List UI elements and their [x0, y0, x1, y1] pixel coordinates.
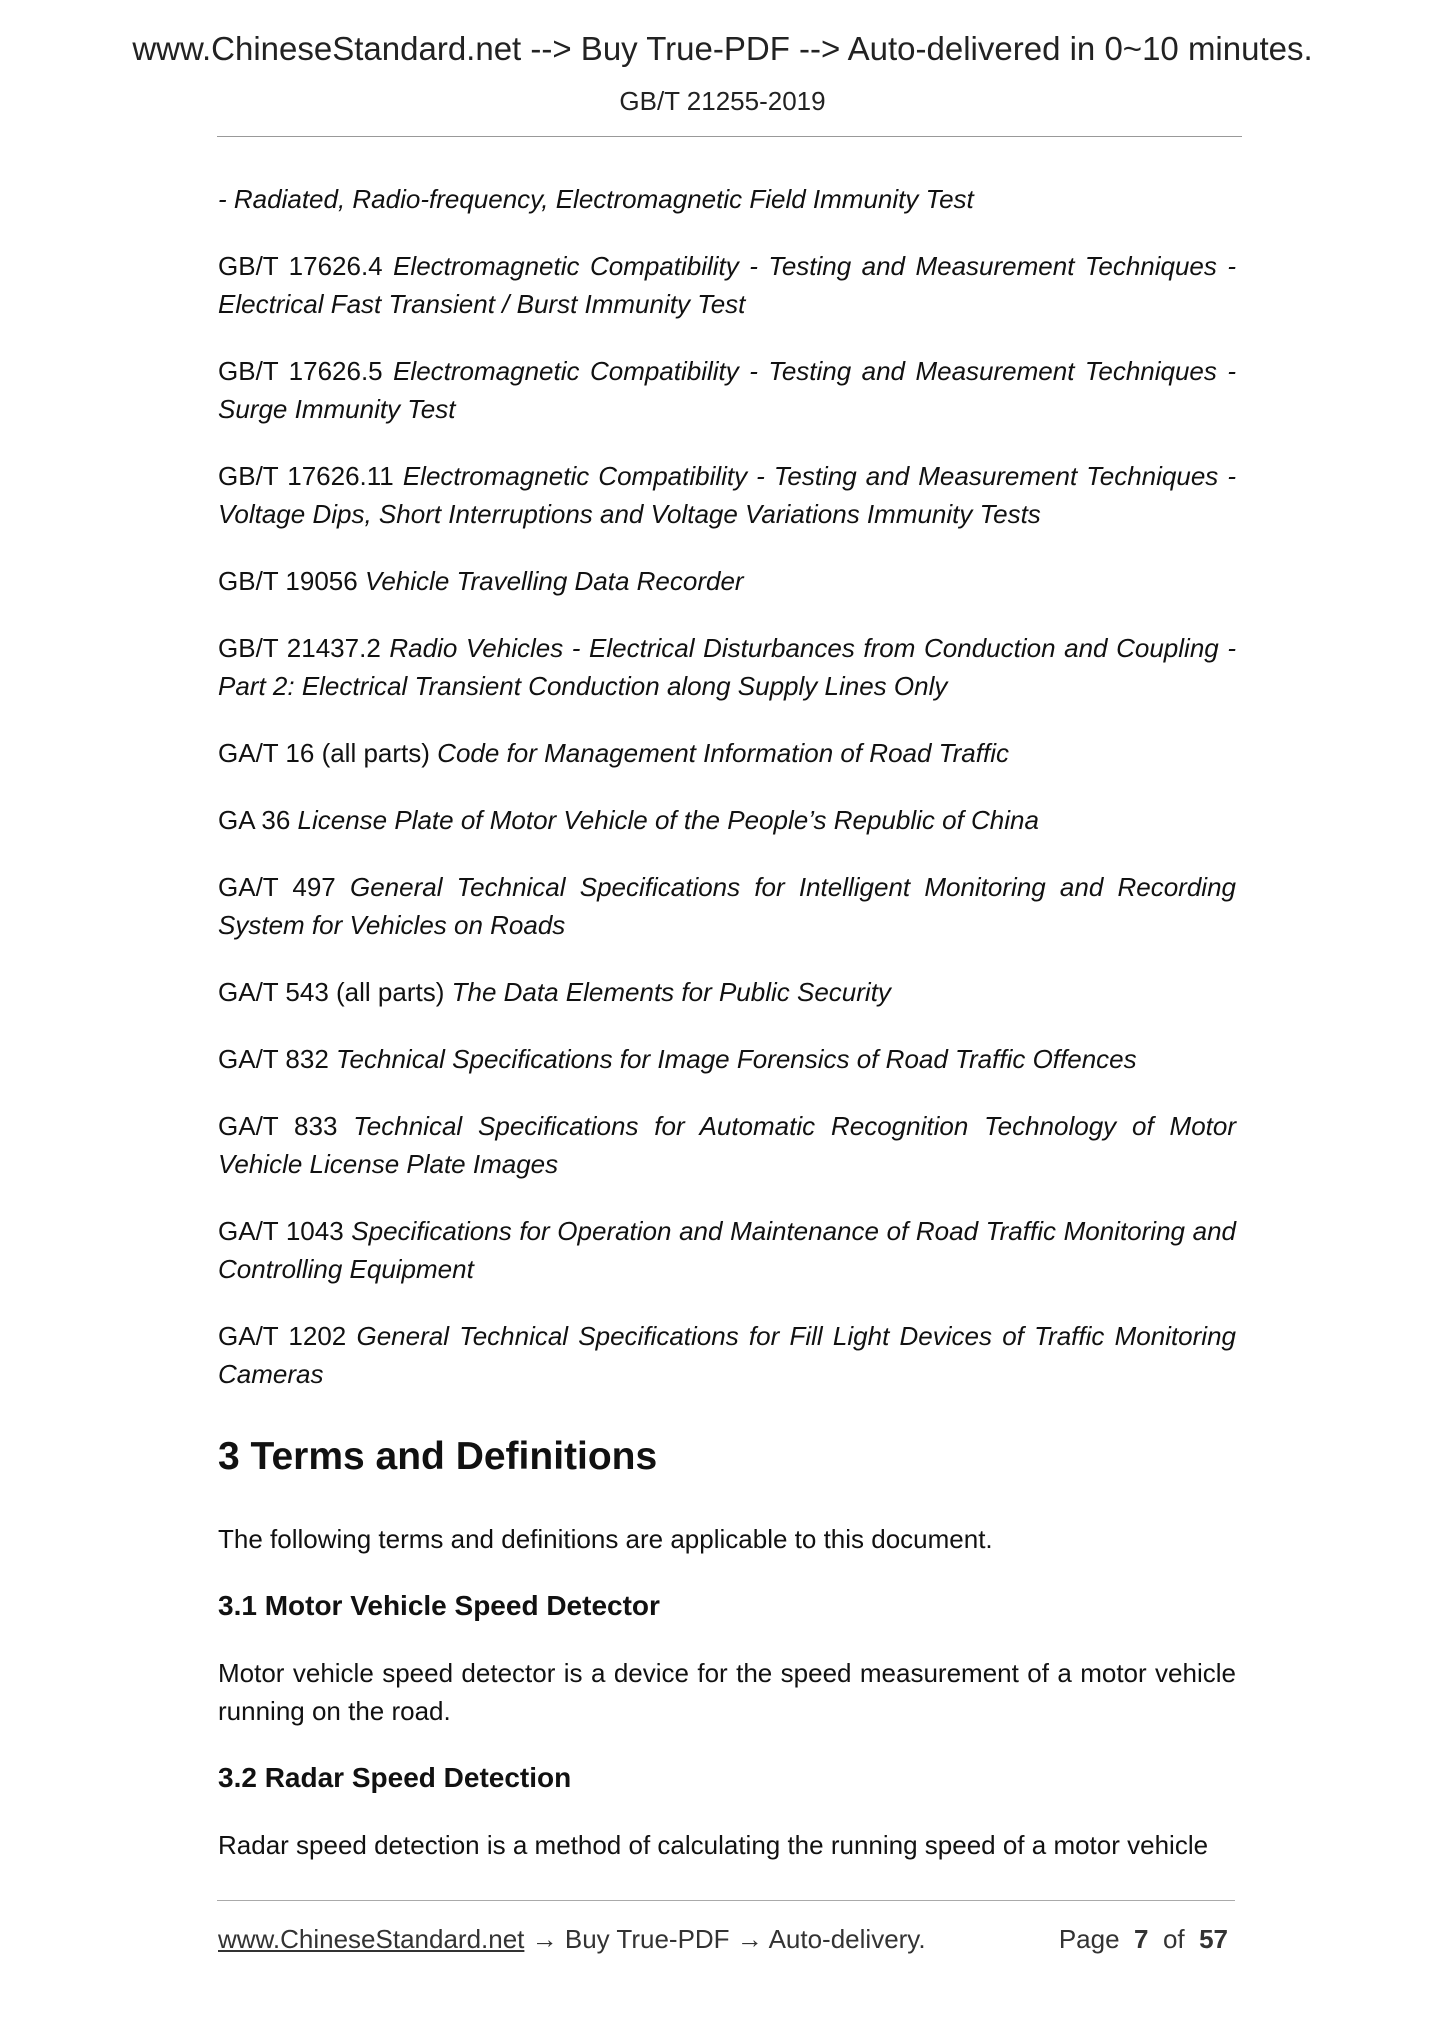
subsection-heading: 3.2 Radar Speed Detection: [218, 1762, 572, 1793]
reference-item: [218, 734, 1236, 772]
total-pages: 57: [1199, 1924, 1228, 1954]
footer-link[interactable]: www.ChineseStandard.net: [218, 1924, 525, 1954]
reference-code: GB/T 17626.11: [218, 461, 394, 491]
reference-title: Technical Specifications for Automatic Recognition Technology of Motor Vehicle License Plate Images: [218, 1111, 1236, 1179]
reference-title: Electromagnetic Compatibility - Testing and Measurement Techniques - Electrical Fast Transient / Burst Immunity Test: [218, 251, 1236, 319]
reference-code: GA 36: [218, 805, 291, 835]
reference-title: Vehicle Travelling Data Recorder: [364, 566, 744, 596]
reference-item: [218, 629, 1236, 705]
reference-item: [218, 868, 1236, 944]
reference-item: [218, 457, 1236, 533]
reference-code: GB/T 17626.5: [218, 356, 383, 386]
reference-title: License Plate of Motor Vehicle of the People’s Republic of China: [297, 805, 1039, 835]
header-divider: [217, 136, 1242, 137]
reference-code: GB/T 19056: [218, 566, 358, 596]
reference-code: GA/T 832: [218, 1044, 329, 1074]
reference-item: [218, 352, 1236, 428]
normative-references-list: [218, 180, 1236, 1393]
reference-item: [218, 247, 1236, 323]
reference-code: GA/T 543 (all parts): [218, 977, 445, 1007]
reference-title: Code for Management Information of Road Traffic: [437, 738, 1009, 768]
reference-item: [218, 1317, 1236, 1393]
reference-title: - Radiated, Radio-frequency, Electromagnetic Field Immunity Test: [218, 184, 974, 214]
reference-title: Electromagnetic Compatibility - Testing and Measurement Techniques - Voltage Dips, Short Interruptions and Voltage Variations Immunity Tests: [218, 461, 1236, 529]
subsection-heading: 3.1 Motor Vehicle Speed Detector: [218, 1590, 660, 1621]
reference-item: [218, 973, 1236, 1011]
reference-title: General Technical Specifications for Intelligent Monitoring and Recording System for Vehicles on Roads: [218, 872, 1236, 940]
definition-text: Motor vehicle speed detector is a device for the speed measurement of a motor vehicle running on the road.: [218, 1658, 1236, 1726]
document-id: GB/T 21255-2019: [619, 86, 826, 116]
reference-code: GA/T 16 (all parts): [218, 738, 430, 768]
reference-title: General Technical Specifications for Fill Light Devices of Traffic Monitoring Cameras: [218, 1321, 1236, 1389]
footer-text: → Buy True-PDF → Auto-delivery.: [524, 1924, 926, 1954]
reference-title: The Data Elements for Public Security: [451, 977, 891, 1007]
reference-item: [218, 1040, 1236, 1078]
site-banner: www.ChineseStandard.net --> Buy True-PDF --> Auto-delivered in 0~10 minutes.: [132, 30, 1313, 67]
definition-text: Radar speed detection is a method of calculating the running speed of a motor vehicle: [218, 1830, 1209, 1860]
reference-title: Technical Specifications for Image Forensics of Road Traffic Offences: [336, 1044, 1137, 1074]
reference-item: [218, 180, 1236, 218]
reference-code: GA/T 1043: [218, 1216, 344, 1246]
reference-code: GA/T 1202: [218, 1321, 347, 1351]
reference-code: GB/T 17626.4: [218, 251, 383, 281]
reference-item: [218, 1212, 1236, 1288]
reference-item: [218, 801, 1236, 839]
section-intro: The following terms and definitions are applicable to this document.: [218, 1524, 993, 1554]
reference-item: [218, 1107, 1236, 1183]
reference-title: Radio Vehicles - Electrical Disturbances from Conduction and Coupling - Part 2: Electrical Transient Conduction along Supply Lines Only: [218, 633, 1236, 701]
of-label: of: [1162, 1924, 1185, 1954]
page-footer: [218, 1924, 1228, 1955]
page-number: [1059, 1924, 1228, 1955]
page-label: Page: [1058, 1924, 1120, 1954]
reference-code: GA/T 833: [218, 1111, 338, 1141]
reference-item: [218, 562, 1236, 600]
footer-divider: [217, 1900, 1235, 1901]
document-body: [218, 180, 1236, 1893]
reference-title: Electromagnetic Compatibility - Testing and Measurement Techniques - Surge Immunity Test: [218, 356, 1236, 424]
current-page: 7: [1134, 1924, 1149, 1954]
reference-code: GB/T 21437.2: [218, 633, 381, 663]
section-heading: 3 Terms and Definitions: [218, 1435, 658, 1478]
reference-code: GA/T 497: [218, 872, 336, 902]
reference-title: Specifications for Operation and Maintenance of Road Traffic Monitoring and Controlling Equipment: [218, 1216, 1236, 1284]
